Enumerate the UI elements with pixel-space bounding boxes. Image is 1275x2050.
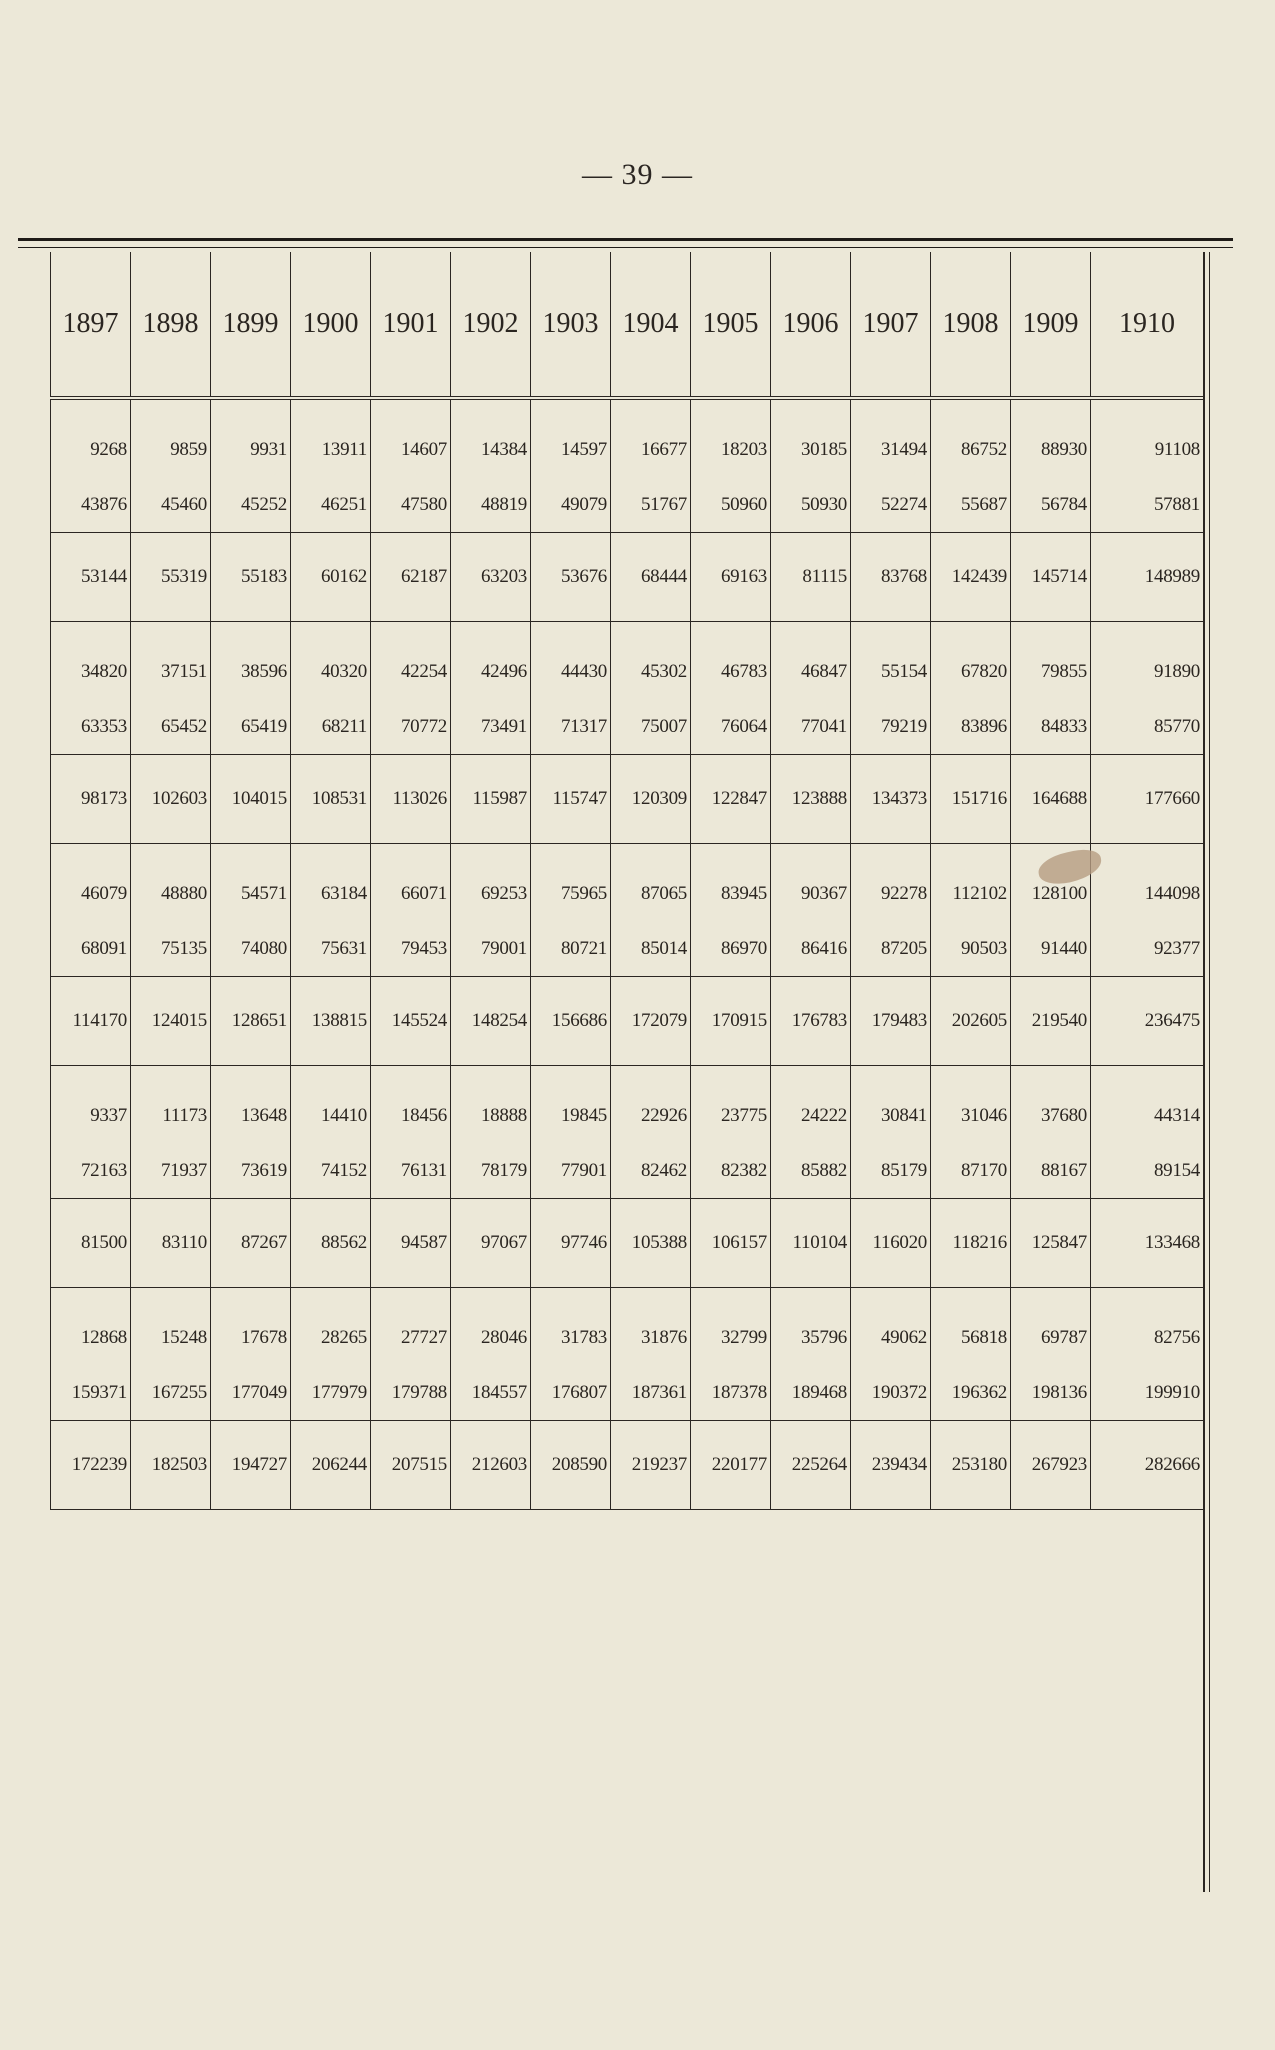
table-cell: 65452 — [131, 699, 211, 755]
table-cell: 134373 — [851, 755, 931, 844]
table-cell: 145714 — [1011, 533, 1091, 622]
table-cell: 80721 — [531, 921, 611, 977]
table-cell: 16677 — [611, 398, 691, 477]
table-cell: 14597 — [531, 398, 611, 477]
table-cell: 105388 — [611, 1199, 691, 1288]
table-cell: 43876 — [51, 477, 131, 533]
table-cell: 75631 — [291, 921, 371, 977]
table-cell: 184557 — [451, 1365, 531, 1421]
total-row — [51, 1199, 1204, 1288]
table-cell: 120309 — [611, 755, 691, 844]
table-cell: 159371 — [51, 1365, 131, 1421]
table-cell: 54571 — [211, 844, 291, 922]
table-cell: 53676 — [531, 533, 611, 622]
table-cell: 90503 — [931, 921, 1011, 977]
table-cell: 83768 — [851, 533, 931, 622]
year-header: 1897 — [51, 252, 131, 398]
table-cell: 71937 — [131, 1143, 211, 1199]
table-cell: 53144 — [51, 533, 131, 622]
table-cell: 14607 — [371, 398, 451, 477]
table-cell: 198136 — [1011, 1365, 1091, 1421]
table-cell: 67820 — [931, 622, 1011, 700]
table-cell: 177049 — [211, 1365, 291, 1421]
year-header: 1907 — [851, 252, 931, 398]
table-cell: 77901 — [531, 1143, 611, 1199]
table-cell: 148254 — [451, 977, 531, 1066]
table-cell: 179483 — [851, 977, 931, 1066]
table-cell: 31046 — [931, 1066, 1011, 1144]
table-cell: 85179 — [851, 1143, 931, 1199]
table-cell: 13648 — [211, 1066, 291, 1144]
table-cell: 125847 — [1011, 1199, 1091, 1288]
table-cell: 63203 — [451, 533, 531, 622]
table-cell: 9859 — [131, 398, 211, 477]
table-cell: 63184 — [291, 844, 371, 922]
table-cell: 9931 — [211, 398, 291, 477]
table-cell: 189468 — [771, 1365, 851, 1421]
table-cell: 116020 — [851, 1199, 931, 1288]
year-header: 1905 — [691, 252, 771, 398]
table-cell: 115747 — [531, 755, 611, 844]
table-cell: 18203 — [691, 398, 771, 477]
table-cell: 172239 — [51, 1421, 131, 1510]
table-cell: 46251 — [291, 477, 371, 533]
table-cell: 110104 — [771, 1199, 851, 1288]
table-cell: 84833 — [1011, 699, 1091, 755]
table-cell: 46783 — [691, 622, 771, 700]
table-row — [51, 398, 1204, 477]
year-header: 1910 — [1091, 252, 1204, 398]
table-cell: 88167 — [1011, 1143, 1091, 1199]
table-cell: 69163 — [691, 533, 771, 622]
table-cell: 207515 — [371, 1421, 451, 1510]
table-cell: 78179 — [451, 1143, 531, 1199]
table-cell: 11173 — [131, 1066, 211, 1144]
table-cell: 118216 — [931, 1199, 1011, 1288]
table-cell: 28046 — [451, 1288, 531, 1366]
table-cell: 79219 — [851, 699, 931, 755]
table-cell: 145524 — [371, 977, 451, 1066]
table-cell: 82756 — [1091, 1288, 1204, 1366]
table-cell: 86970 — [691, 921, 771, 977]
table-cell: 156686 — [531, 977, 611, 1066]
table-cell: 282666 — [1091, 1421, 1204, 1510]
table-cell: 87065 — [611, 844, 691, 922]
table-cell: 85014 — [611, 921, 691, 977]
table-cell: 44430 — [531, 622, 611, 700]
table-cell: 77041 — [771, 699, 851, 755]
table-cell: 73619 — [211, 1143, 291, 1199]
table-cell: 46079 — [51, 844, 131, 922]
table-cell: 236475 — [1091, 977, 1204, 1066]
table-cell: 31783 — [531, 1288, 611, 1366]
table-cell: 74080 — [211, 921, 291, 977]
total-row — [51, 533, 1204, 622]
table-cell: 172079 — [611, 977, 691, 1066]
table-row — [51, 844, 1204, 922]
table-cell: 68211 — [291, 699, 371, 755]
table-cell: 83896 — [931, 699, 1011, 755]
table-cell: 124015 — [131, 977, 211, 1066]
table-cell: 267923 — [1011, 1421, 1091, 1510]
table-cell: 14384 — [451, 398, 531, 477]
table-cell: 76064 — [691, 699, 771, 755]
table-cell: 28265 — [291, 1288, 371, 1366]
table-cell: 57881 — [1091, 477, 1204, 533]
table-cell: 40320 — [291, 622, 371, 700]
table-cell: 148989 — [1091, 533, 1204, 622]
table-cell: 128651 — [211, 977, 291, 1066]
table-cell: 202605 — [931, 977, 1011, 1066]
table-cell: 98173 — [51, 755, 131, 844]
table-cell: 37151 — [131, 622, 211, 700]
table-cell: 79001 — [451, 921, 531, 977]
table-cell: 219237 — [611, 1421, 691, 1510]
table-cell: 79453 — [371, 921, 451, 977]
table-cell: 15248 — [131, 1288, 211, 1366]
table-cell: 212603 — [451, 1421, 531, 1510]
table-cell: 88930 — [1011, 398, 1091, 477]
table-row — [51, 1365, 1204, 1421]
table-row — [51, 622, 1204, 700]
table-cell: 48819 — [451, 477, 531, 533]
year-header: 1902 — [451, 252, 531, 398]
table-cell: 56784 — [1011, 477, 1091, 533]
table-cell: 30185 — [771, 398, 851, 477]
table-cell: 83945 — [691, 844, 771, 922]
table-cell: 75965 — [531, 844, 611, 922]
table-cell: 65419 — [211, 699, 291, 755]
table-cell: 82462 — [611, 1143, 691, 1199]
table-cell: 90367 — [771, 844, 851, 922]
table-cell: 51767 — [611, 477, 691, 533]
table-cell: 66071 — [371, 844, 451, 922]
table-cell: 194727 — [211, 1421, 291, 1510]
table-cell: 19845 — [531, 1066, 611, 1144]
table-cell: 253180 — [931, 1421, 1011, 1510]
table-cell: 23775 — [691, 1066, 771, 1144]
year-header: 1899 — [211, 252, 291, 398]
table-cell: 42496 — [451, 622, 531, 700]
table-cell: 87205 — [851, 921, 931, 977]
table-cell: 86416 — [771, 921, 851, 977]
table-cell: 81500 — [51, 1199, 131, 1288]
margin-rule-inner — [1209, 252, 1210, 1892]
table-cell: 73491 — [451, 699, 531, 755]
table-cell: 225264 — [771, 1421, 851, 1510]
table-cell: 18888 — [451, 1066, 531, 1144]
table-cell: 177660 — [1091, 755, 1204, 844]
table-cell: 87170 — [931, 1143, 1011, 1199]
table-cell: 208590 — [531, 1421, 611, 1510]
table-cell: 177979 — [291, 1365, 371, 1421]
year-header: 1900 — [291, 252, 371, 398]
table-cell: 74152 — [291, 1143, 371, 1199]
table-cell: 38596 — [211, 622, 291, 700]
table-cell: 128100 — [1011, 844, 1091, 922]
table-cell: 46847 — [771, 622, 851, 700]
table-cell: 144098 — [1091, 844, 1204, 922]
total-row — [51, 977, 1204, 1066]
table-cell: 71317 — [531, 699, 611, 755]
table-cell: 30841 — [851, 1066, 931, 1144]
table-row — [51, 477, 1204, 533]
table-cell: 151716 — [931, 755, 1011, 844]
table-cell: 55319 — [131, 533, 211, 622]
table-cell: 81115 — [771, 533, 851, 622]
table-cell: 22926 — [611, 1066, 691, 1144]
table-cell: 31494 — [851, 398, 931, 477]
table-cell: 83110 — [131, 1199, 211, 1288]
total-row — [51, 1421, 1204, 1510]
table-cell: 97067 — [451, 1199, 531, 1288]
table-cell: 133468 — [1091, 1199, 1204, 1288]
year-header-row — [51, 252, 1204, 398]
table-cell: 199910 — [1091, 1365, 1204, 1421]
table-cell: 34820 — [51, 622, 131, 700]
table-cell: 79855 — [1011, 622, 1091, 700]
table-cell: 187378 — [691, 1365, 771, 1421]
table-cell: 56818 — [931, 1288, 1011, 1366]
table-cell: 45460 — [131, 477, 211, 533]
table-cell: 92278 — [851, 844, 931, 922]
year-header: 1904 — [611, 252, 691, 398]
table-cell: 104015 — [211, 755, 291, 844]
table-cell: 45252 — [211, 477, 291, 533]
table-cell: 164688 — [1011, 755, 1091, 844]
table-cell: 190372 — [851, 1365, 931, 1421]
table-cell: 182503 — [131, 1421, 211, 1510]
table-cell: 114170 — [51, 977, 131, 1066]
table-cell: 18456 — [371, 1066, 451, 1144]
table-cell: 32799 — [691, 1288, 771, 1366]
table-cell: 115987 — [451, 755, 531, 844]
table-cell: 13911 — [291, 398, 371, 477]
table-cell: 138815 — [291, 977, 371, 1066]
table-cell: 76131 — [371, 1143, 451, 1199]
table-row — [51, 1288, 1204, 1366]
table-cell: 86752 — [931, 398, 1011, 477]
year-header: 1901 — [371, 252, 451, 398]
table-cell: 70772 — [371, 699, 451, 755]
table-cell: 91890 — [1091, 622, 1204, 700]
table-cell: 82382 — [691, 1143, 771, 1199]
table-cell: 170915 — [691, 977, 771, 1066]
table-cell: 48880 — [131, 844, 211, 922]
table-row — [51, 1066, 1204, 1144]
table-cell: 60162 — [291, 533, 371, 622]
table-cell: 92377 — [1091, 921, 1204, 977]
table-cell: 55154 — [851, 622, 931, 700]
table-cell: 35796 — [771, 1288, 851, 1366]
table-cell: 85882 — [771, 1143, 851, 1199]
table-row — [51, 921, 1204, 977]
table-cell: 9268 — [51, 398, 131, 477]
table-cell: 88562 — [291, 1199, 371, 1288]
table-cell: 85770 — [1091, 699, 1204, 755]
top-rule — [18, 238, 1233, 248]
table-cell: 187361 — [611, 1365, 691, 1421]
table-cell: 239434 — [851, 1421, 931, 1510]
table-cell: 176783 — [771, 977, 851, 1066]
table-cell: 220177 — [691, 1421, 771, 1510]
table-cell: 27727 — [371, 1288, 451, 1366]
table-cell: 196362 — [931, 1365, 1011, 1421]
table-cell: 63353 — [51, 699, 131, 755]
table-cell: 50960 — [691, 477, 771, 533]
table-cell: 68444 — [611, 533, 691, 622]
table-cell: 69253 — [451, 844, 531, 922]
table-cell: 97746 — [531, 1199, 611, 1288]
table-cell: 31876 — [611, 1288, 691, 1366]
table-cell: 91440 — [1011, 921, 1091, 977]
table-body — [51, 398, 1204, 1510]
table-cell: 55687 — [931, 477, 1011, 533]
table-cell: 9337 — [51, 1066, 131, 1144]
table-cell: 47580 — [371, 477, 451, 533]
total-row — [51, 755, 1204, 844]
table-cell: 44314 — [1091, 1066, 1204, 1144]
table-cell: 24222 — [771, 1066, 851, 1144]
table-cell: 75007 — [611, 699, 691, 755]
table-cell: 69787 — [1011, 1288, 1091, 1366]
table-cell: 108531 — [291, 755, 371, 844]
table-cell: 94587 — [371, 1199, 451, 1288]
table-row — [51, 1143, 1204, 1199]
table-cell: 89154 — [1091, 1143, 1204, 1199]
year-header: 1908 — [931, 252, 1011, 398]
table-cell: 14410 — [291, 1066, 371, 1144]
table-row — [51, 699, 1204, 755]
table-cell: 219540 — [1011, 977, 1091, 1066]
year-header: 1906 — [771, 252, 851, 398]
table-cell: 112102 — [931, 844, 1011, 922]
table-cell: 50930 — [771, 477, 851, 533]
table-cell: 206244 — [291, 1421, 371, 1510]
table-cell: 49062 — [851, 1288, 931, 1366]
table-cell: 179788 — [371, 1365, 451, 1421]
table-cell: 52274 — [851, 477, 931, 533]
table-cell: 87267 — [211, 1199, 291, 1288]
table-cell: 123888 — [771, 755, 851, 844]
table-cell: 113026 — [371, 755, 451, 844]
table-cell: 37680 — [1011, 1066, 1091, 1144]
table-cell: 75135 — [131, 921, 211, 977]
table-cell: 45302 — [611, 622, 691, 700]
table-cell: 55183 — [211, 533, 291, 622]
table-cell: 167255 — [131, 1365, 211, 1421]
table-cell: 72163 — [51, 1143, 131, 1199]
table-cell: 68091 — [51, 921, 131, 977]
statistics-table — [50, 252, 1204, 1510]
page-number: — 39 — — [582, 158, 693, 191]
table-cell: 17678 — [211, 1288, 291, 1366]
table-cell: 176807 — [531, 1365, 611, 1421]
table-cell: 62187 — [371, 533, 451, 622]
table-cell: 106157 — [691, 1199, 771, 1288]
table-cell: 91108 — [1091, 398, 1204, 477]
table-cell: 142439 — [931, 533, 1011, 622]
table-cell: 49079 — [531, 477, 611, 533]
table-cell: 42254 — [371, 622, 451, 700]
table-cell: 102603 — [131, 755, 211, 844]
year-header: 1909 — [1011, 252, 1091, 398]
year-header: 1903 — [531, 252, 611, 398]
table-cell: 12868 — [51, 1288, 131, 1366]
table-cell: 122847 — [691, 755, 771, 844]
year-header: 1898 — [131, 252, 211, 398]
